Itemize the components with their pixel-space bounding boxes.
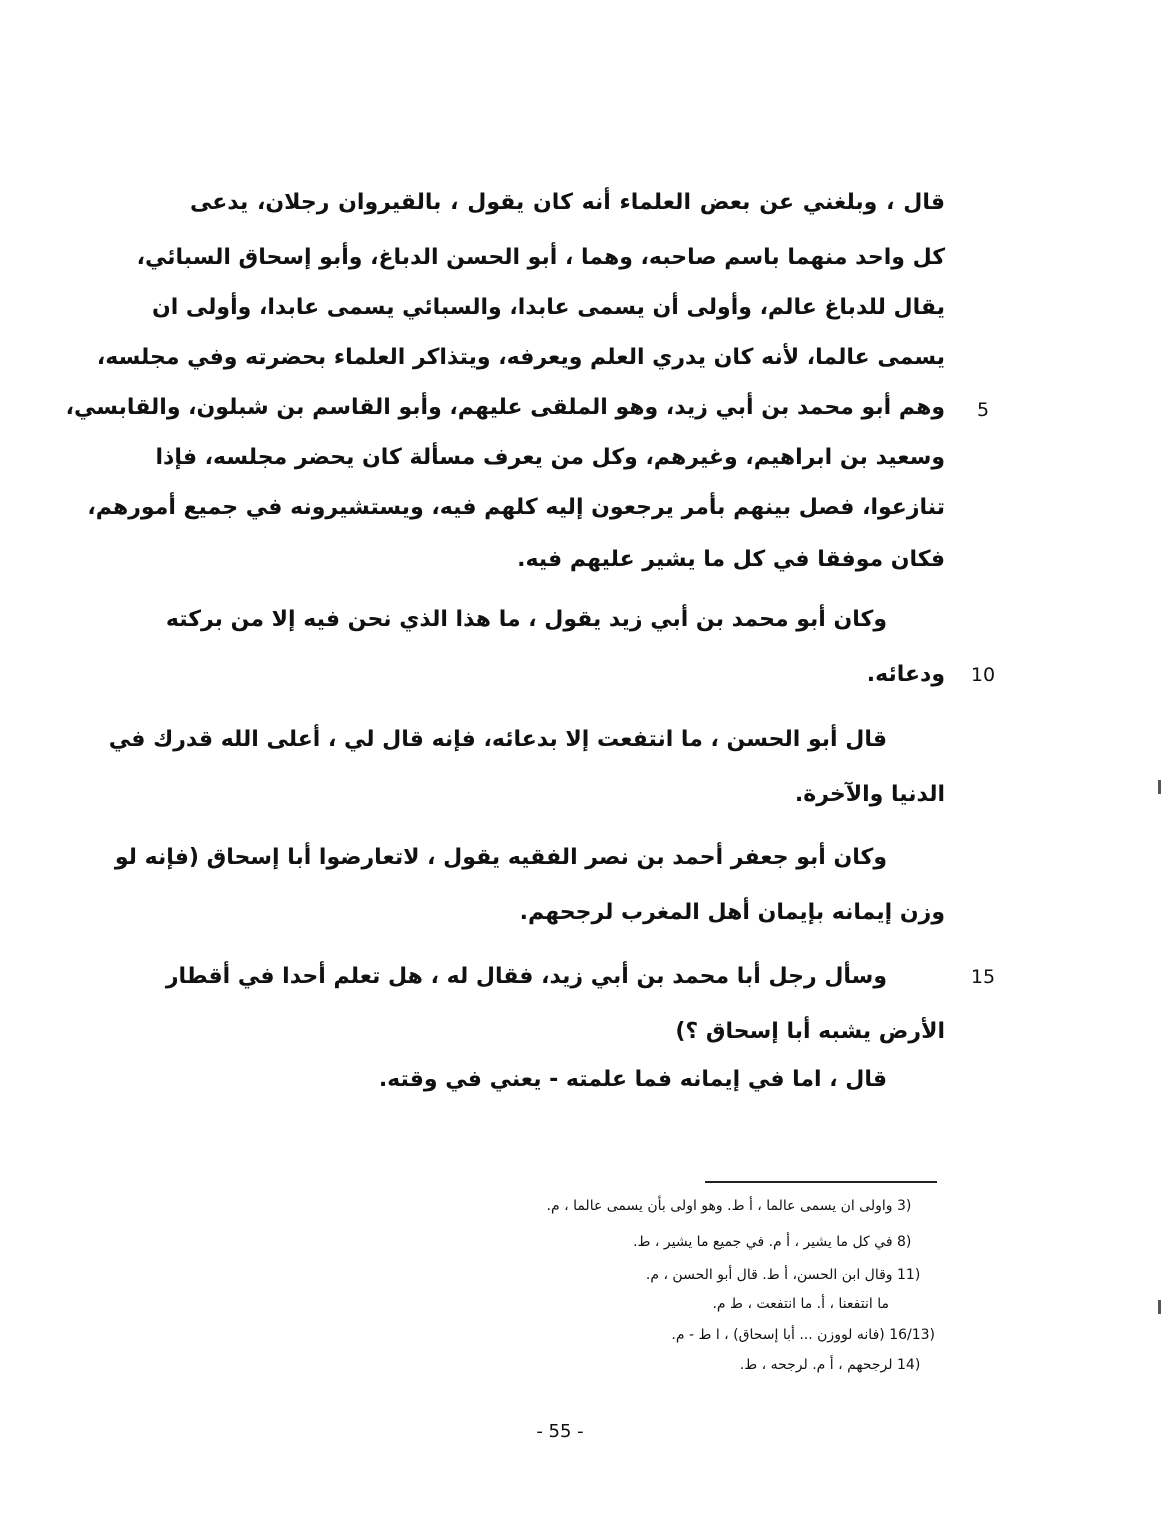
page-number: - 55 - (536, 1421, 584, 1442)
footnote-ref: 8) (897, 1234, 912, 1250)
footnote-text: (فانه لووزن ... أبا إسحاق) ، ا ط - م. (671, 1327, 885, 1343)
text-line-11: قال أبو الحسن ، ما انتفعت إلا بدعائه، فإنه قال لي ، أعلى الله قدرك في (108, 727, 887, 752)
footnote-text: واولى ان يسمى عالما ، أ ط. وهو اولى بأن يسمى عالما ، م. (546, 1198, 893, 1214)
text-line-17: قال ، اما في إيمانه فما علمته - يعني في وقته. (378, 1067, 887, 1092)
line-number-5: 5 (976, 399, 990, 421)
text-line-15: وسأل رجل أبا محمد بن أبي زيد، فقال له ، هل تعلم أحدا في أقطار (165, 964, 887, 989)
text-line-6: وسعيد بن ابراهيم، وغيرهم، وكل من يعرف مسألة كان يحضر مجلسه، فإذا (155, 445, 945, 470)
footnote-rule (705, 1181, 937, 1183)
footnote-5 (420, 1354, 935, 1376)
text-line-5: وهم أبو محمد بن أبي زيد، وهو الملقى عليهم، وأبو القاسم بن شبلون، والقابسي، (65, 395, 945, 420)
footnote-4 (420, 1324, 935, 1346)
footnote-ref: 11) (897, 1267, 921, 1283)
text-line-8: فكان موفقا في كل ما يشير عليهم فيه. (517, 547, 945, 572)
text-line-12: الدنيا والآخرة. (794, 782, 945, 807)
line-number-10: 10 (970, 664, 996, 686)
text-line-2: كل واحد منهما باسم صاحبه، وهما ، أبو الحسن الدباغ، وأبو إسحاق السبائي، (136, 245, 945, 270)
scan-speck (1158, 780, 1161, 794)
footnote-ref: 14) (897, 1357, 921, 1373)
footnote-ref: 16/13) (889, 1327, 935, 1343)
text-line-1: قال ، وبلغني عن بعض العلماء أنه كان يقول ، بالقيروان رجلان، يدعى (190, 190, 945, 215)
text-line-3: يقال للدباغ عالم، وأولى أن يسمى عابدا، والسبائي يسمى عابدا، وأولى ان (151, 295, 945, 320)
footnote-ref: 3) (897, 1198, 912, 1214)
footnote-3-continued (420, 1293, 935, 1315)
text-line-10: ودعائه. (866, 662, 945, 687)
footnote-1 (420, 1195, 935, 1217)
text-line-14: وزن إيمانه بإيمان أهل المغرب لرجحهم. (519, 900, 945, 925)
line-number-15: 15 (970, 966, 996, 988)
footnote-3 (420, 1264, 935, 1286)
scan-speck (1158, 1300, 1161, 1314)
text-line-9: وكان أبو محمد بن أبي زيد يقول ، ما هذا الذي نحن فيه إلا من بركته (165, 607, 887, 632)
footnote-text: وقال ابن الحسن، أ ط. قال أبو الحسن ، م. (645, 1267, 893, 1283)
text-line-7: تنازعوا، فصل بينهم بأمر يرجعون إليه كلهم فيه، ويستشيرونه في جميع أمورهم، (87, 495, 945, 520)
footnote-text: ما انتفعنا ، أ. ما انتفعت ، ط م. (712, 1296, 889, 1312)
text-line-4: يسمى عالما، لأنه كان يدري العلم ويعرفه، ويتذاكر العلماء بحضرته وفي مجلسه، (96, 345, 945, 370)
text-line-16: الأرض يشبه أبا إسحاق ؟) (675, 1019, 945, 1044)
footnote-text: لرجحهم ، أ م. لرجحه ، ط. (739, 1357, 893, 1373)
footnote-text: في كل ما يشير ، أ م. في جميع ما يشير ، ط. (633, 1234, 893, 1250)
footnote-2 (420, 1231, 935, 1253)
text-line-13: وكان أبو جعفر أحمد بن نصر الفقيه يقول ، لاتعارضوا أبا إسحاق (فإنه لو (114, 845, 887, 870)
